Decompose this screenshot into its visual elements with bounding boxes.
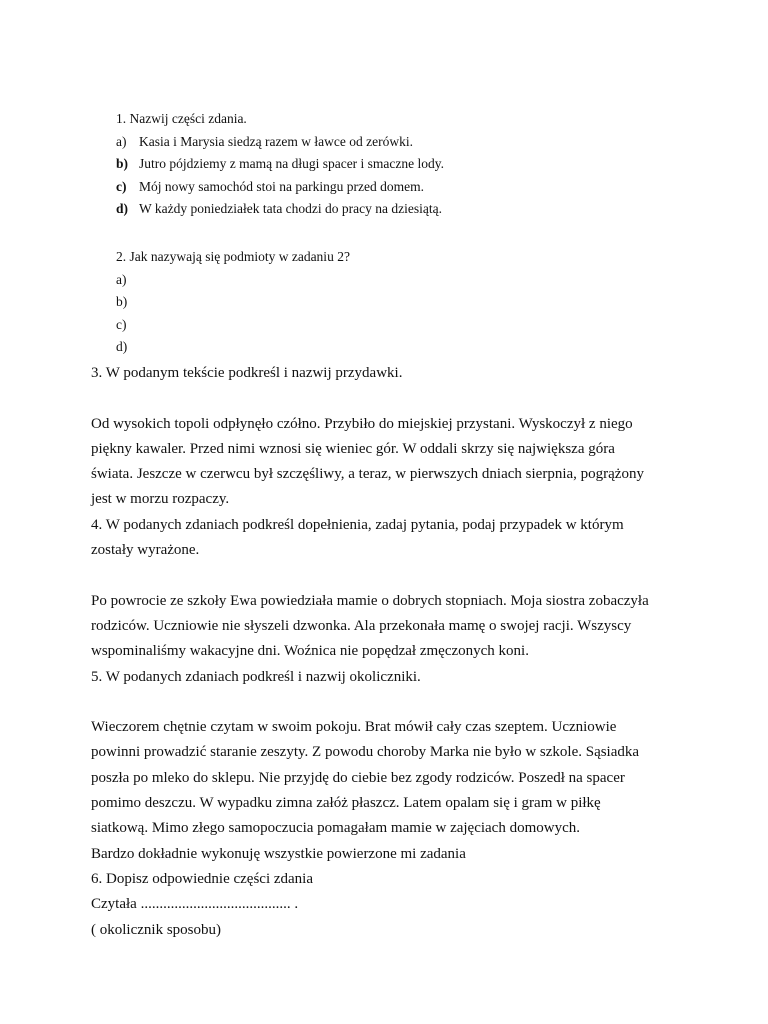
exercise-5-text-line: powinni prowadzić staranie zeszyty. Z powodu choroby Marka nie było w szkole. Sąsiadka (91, 744, 640, 761)
exercise-5-text-line: siatkową. Mimo złego samopoczucia pomagałam mamie w zajęciach domowych. (91, 820, 581, 837)
exercise-3-title: 3. W podanym tekście podkreśl i nazwij przydawki. (91, 365, 403, 381)
exercise-1 (116, 108, 444, 221)
item-text: Mój nowy samochód stoi na parkingu przed domem. (139, 178, 424, 194)
item-text: Jutro pójdziemy z mamą na długi spacer i smaczne lody. (139, 156, 445, 172)
exercise-6-hint: ( okolicznik sposobu) (91, 921, 221, 938)
exercise-4-text-line: wspominaliśmy wakacyjne dni. Woźnica nie popędzał zmęczonych koni. (91, 643, 529, 660)
spacer (91, 563, 691, 588)
exercise-3-text-line: Od wysokich topoli odpłynęło czółno. Przybiło do miejskiej przystani. Wyskoczył z niego (91, 415, 633, 432)
exercise-2 (116, 246, 350, 359)
exercise-4-text-line: rodziców. Uczniowie nie słyszeli dzwonka. Ala przekonała mamę o swojej racji. Wszyscy (91, 617, 632, 634)
exercise-5-text-line: Bardzo dokładnie wykonuję wszystkie powierzone mi zadania (91, 845, 466, 862)
exercise-5-text-line: pomimo deszczu. W wypadku zimna załóż płaszcz. Latem opalam się i gram w piłkę (91, 795, 601, 812)
exercise-3-text-line: jest w morzu rozpaczy. (91, 491, 230, 508)
item-label: b) (116, 156, 129, 172)
exercise-6-title: 6. Dopisz odpowiednie części zdania (91, 870, 314, 887)
exercise-4-title: 4. W podanych zdaniach podkreśl dopełnienia, zadaj pytania, podaj przypadek w którym (91, 516, 624, 533)
exercise-5-title: 5. W podanych zdaniach podkreśl i nazwij okoliczniki. (91, 668, 421, 685)
item-text: Kasia i Marysia siedzą razem w ławce od zerówki. (139, 133, 414, 149)
exercise-1-item-a (116, 131, 444, 154)
item-label: d) (116, 201, 129, 217)
main-text (91, 361, 691, 943)
exercise-1-item-d (116, 198, 444, 221)
spacer (91, 690, 691, 715)
exercise-2-answer-b: b) (116, 294, 128, 310)
exercise-4-text-line: Po powrocie ze szkoły Ewa powiedziała mamie o dobrych stopniach. Moja siostra zobaczyła (91, 592, 649, 609)
exercise-4-title: zostały wyrażone. (91, 542, 200, 559)
exercise-1-item-c (116, 176, 444, 199)
exercise-2-answer-a: a) (116, 271, 127, 287)
exercise-1-title: 1. Nazwij części zdania. (116, 111, 247, 126)
exercise-3-text-line: świata. Jeszcze w czerwcu był szczęśliwy, a teraz, w pierwszych dniach sierpnia, pogrążony (91, 466, 644, 483)
item-label: a) (116, 133, 127, 149)
item-text: W każdy poniedziałek tata chodzi do pracy na dziesiątą. (139, 201, 442, 217)
exercise-2-answer-c: c) (116, 316, 127, 332)
exercise-2-title: 2. Jak nazywają się podmioty w zadaniu 2? (116, 249, 350, 264)
exercise-3-text-line: piękny kawaler. Przed nimi wznosi się wieniec gór. W oddali skrzy się największa góra (91, 440, 615, 457)
spacer (91, 386, 691, 411)
exercise-1-item-b (116, 153, 444, 176)
item-label: c) (116, 178, 127, 194)
exercise-2-answer-d: d) (116, 339, 128, 355)
exercise-5-text-line: poszła po mleko do sklepu. Nie przyjdę do ciebie bez zgody rodziców. Poszedł na spacer (91, 769, 625, 786)
exercise-5-text-line: Wieczorem chętnie czytam w swoim pokoju. Brat mówił cały czas szeptem. Uczniowie (91, 719, 617, 736)
exercise-6-blank-line: Czytała ........................................ . (91, 896, 299, 913)
